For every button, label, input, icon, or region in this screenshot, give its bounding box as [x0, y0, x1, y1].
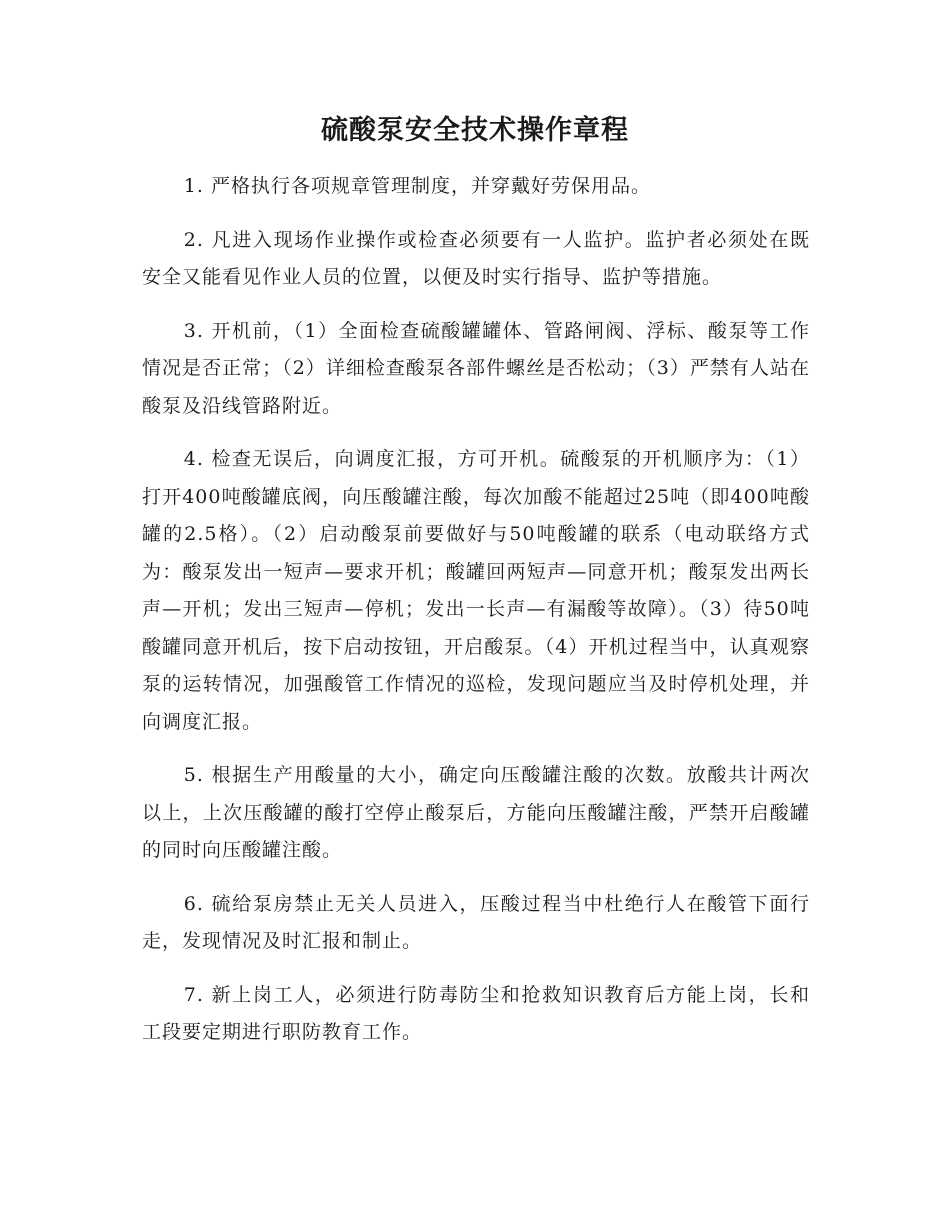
- paragraph-7: 7. 新上岗工人，必须进行防毒防尘和抢救知识教育后方能上岗，长和工段要定期进行职防教育工作。: [142, 983, 810, 1043]
- document-body: [142, 168, 810, 1068]
- paragraph-2: 2. 凡进入现场作业操作或检查必须要有一人监护。监护者必须处在既安全又能看见作业人员的位置，以便及时实行指导、监护等措施。: [142, 228, 810, 288]
- paragraph-4: 4. 检查无误后，向调度汇报，方可开机。硫酸泵的开机顺序为：（1）打开400吨酸罐底阀，向压酸罐注酸，每次加酸不能超过25吨（即400吨酸罐的2.5格）。（2）启动酸泵前要做好与50吨酸罐的联系（电动联络方式为：酸泵发出一短声—要求开机；酸罐回两短声—同意开机；酸泵发出两长声—开机；发出三短声—停机；发出一长声—有漏酸等故障）。（3）待50吨酸罐同意开机后，按下启动按钮，开启酸泵。（4）开机过程当中，认真观察泵的运转情况，加强酸管工作情况的巡检，发现问题应当及时停机处理，并向调度汇报。: [142, 448, 810, 733]
- document-title: 硫酸泵安全技术操作章程: [321, 115, 629, 146]
- paragraph-3: 3. 开机前，（1）全面检查硫酸罐罐体、管路闸阀、浮标、酸泵等工作情况是否正常；（2）详细检查酸泵各部件螺丝是否松动；（3）严禁有人站在酸泵及沿线管路附近。: [142, 319, 810, 417]
- paragraph-1: 1. 严格执行各项规章管理制度，并穿戴好劳保用品。: [183, 175, 651, 197]
- paragraph-5: 5. 根据生产用酸量的大小，确定向压酸罐注酸的次数。放酸共计两次以上，上次压酸罐的酸打空停止酸泵后，方能向压酸罐注酸，严禁开启酸罐的同时向压酸罐注酸。: [142, 764, 810, 861]
- paragraph-6: 6. 硫给泵房禁止无关人员进入，压酸过程当中杜绝行人在酸管下面行走，发现情况及时汇报和制止。: [142, 892, 810, 952]
